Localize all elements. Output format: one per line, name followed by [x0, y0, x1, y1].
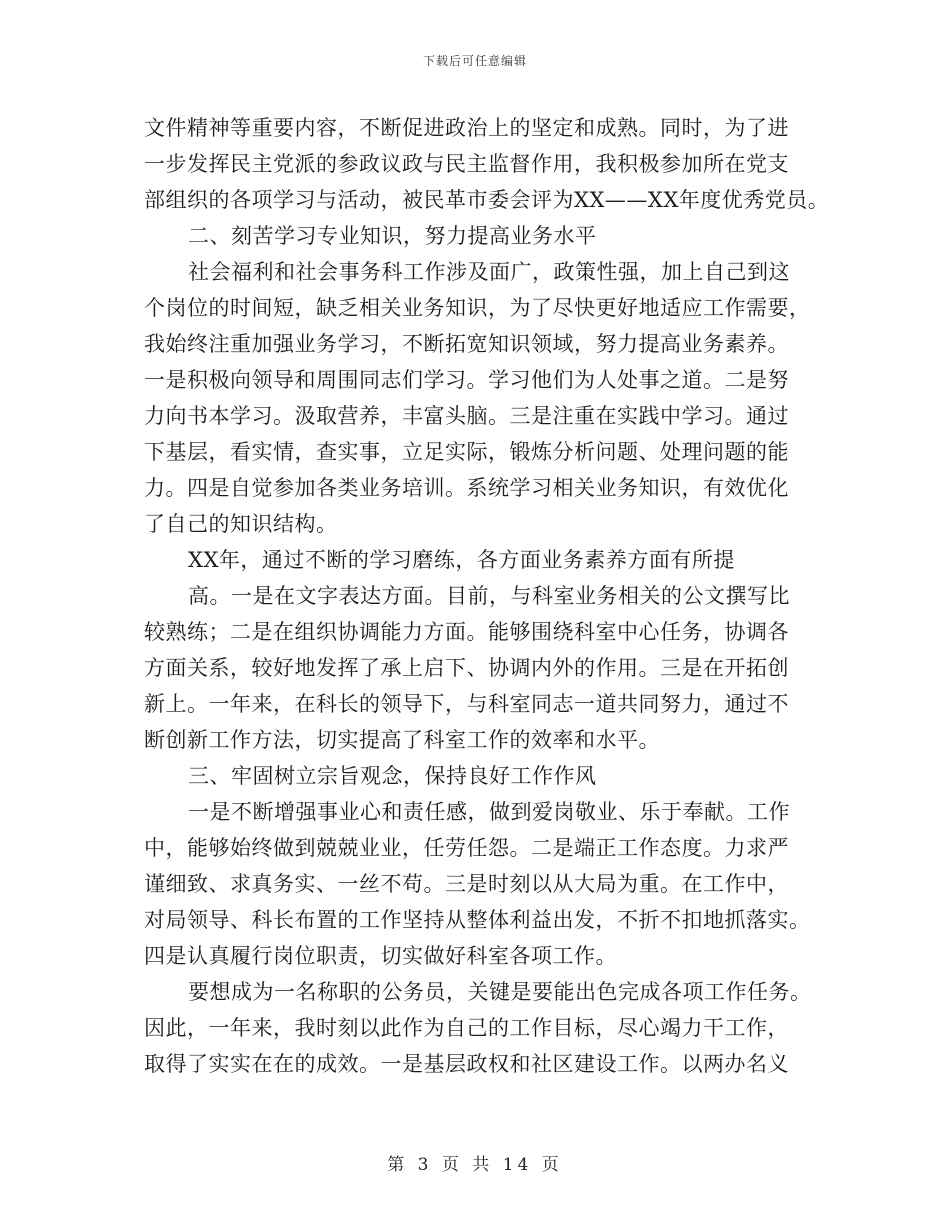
text-line: 要想成为一名称职的公务员，关键是要能出色完成各项工作任务。	[188, 980, 812, 1004]
text-line: 下基层，看实情，查实事，立足实际，锻炼分析问题、处理问题的能	[144, 440, 789, 464]
text-line: 一是积极向领导和周围同志们学习。学习他们为人处事之道。二是努	[144, 368, 789, 392]
text-line: XX年，通过不断的学习磨练，各方面业务素养方面有所提	[188, 548, 735, 572]
text-line: 四是认真履行岗位职责，切实做好科室各项工作。	[144, 944, 617, 968]
text-line: 个岗位的时间短，缺乏相关业务知识，为了尽快更好地适应工作需要，	[144, 296, 811, 320]
section-heading: 二、刻苦学习专业知识，努力提高业务水平	[188, 224, 597, 248]
text-line: 因此，一年来，我时刻以此作为自己的工作目标，尽心竭力干工作，	[144, 1016, 789, 1040]
text-line: 力。四是自觉参加各类业务培训。系统学习相关业务知识，有效优化	[144, 476, 789, 500]
text-line: 对局领导、科长布置的工作坚持从整体利益出发，不折不扣地抓落实。	[144, 908, 811, 932]
section-heading: 三、牢固树立宗旨观念，保持良好工作作风	[188, 764, 597, 788]
text-line: 力向书本学习。汲取营养，丰富头脑。三是注重在实践中学习。通过	[144, 404, 789, 428]
text-line: 一步发挥民主党派的参政议政与民主监督作用，我积极参加所在党支	[144, 152, 789, 176]
page-number: 第 3 页 共 14 页	[387, 1155, 563, 1175]
text-line: 方面关系，较好地发挥了承上启下、协调内外的作用。三是在开拓创	[144, 656, 789, 680]
page-header: 下载后可任意编辑	[422, 54, 527, 68]
text-line: 谨细致、求真务实、一丝不苟。三是时刻以从大局为重。在工作中，	[144, 872, 789, 896]
text-line: 文件精神等重要内容，不断促进政治上的坚定和成熟。同时，为了进	[144, 116, 789, 140]
document-body	[144, 110, 830, 1082]
text-line: 了自己的知识结构。	[144, 512, 338, 536]
text-line: 断创新工作方法，切实提高了科室工作的效率和水平。	[144, 728, 660, 752]
text-line: 我始终注重加强业务学习，不断拓宽知识领域，努力提高业务素养。	[144, 332, 789, 356]
text-line: 中，能够始终做到兢兢业业，任劳任怨。二是端正工作态度。力求严	[144, 836, 789, 860]
text-line: 部组织的各项学习与活动，被民革市委会评为XX——XX年度优秀党员。	[144, 188, 830, 212]
text-line: 一是不断增强事业心和责任感，做到爱岗敬业、乐于奉献。工作	[188, 800, 790, 824]
text-line: 取得了实实在在的成效。一是基层政权和社区建设工作。以两办名义	[144, 1052, 789, 1076]
text-line: 高。一是在文字表达方面。目前，与科室业务相关的公文撰写比	[188, 584, 790, 608]
text-line: 新上。一年来，在科长的领导下，与科室同志一道共同努力，通过不	[144, 692, 789, 716]
text-line: 社会福利和社会事务科工作涉及面广，政策性强，加上自己到这	[188, 260, 790, 284]
text-line: 较熟练；二是在组织协调能力方面。能够围绕科室中心任务，协调各	[144, 620, 789, 644]
